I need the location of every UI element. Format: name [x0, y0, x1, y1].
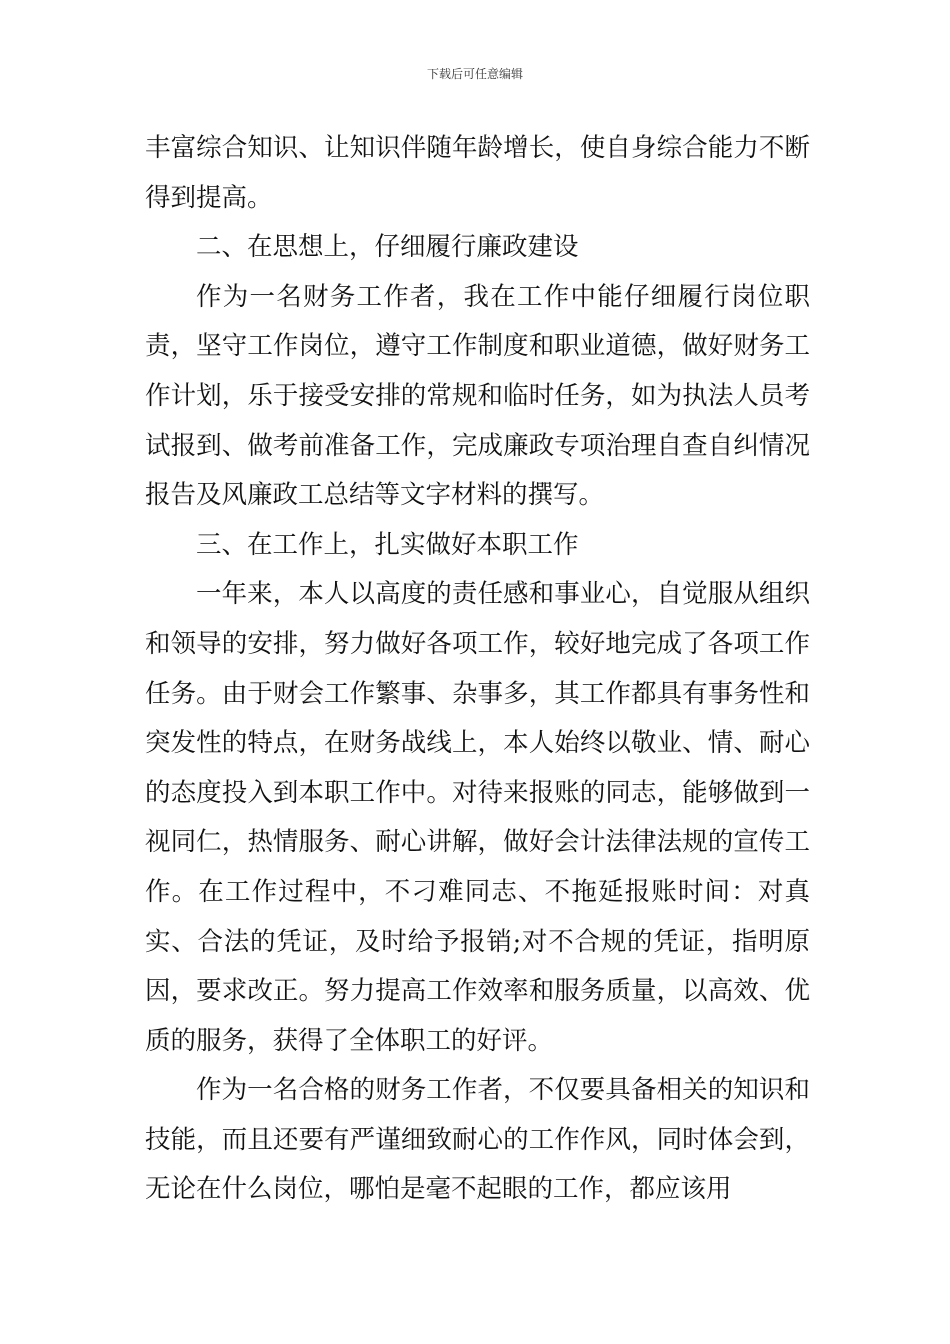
document-body [145, 124, 810, 1215]
section-heading-3: 三、在工作上，扎实做好本职工作 [196, 529, 579, 560]
paragraph-work-duties: 一年来，本人以高度的责任感和事业心，自觉服从组织和领导的安排，努力做好各项工作，较好地完成了各项工作任务。由于财会工作繁事、杂事多，其工作都具有事务性和突发性的特点，在财务战线上，本人始终以敬业、情、耐心的态度投入到本职工作中。对待来报账的同志，能够做到一视同仁，热情服务、耐心讲解，做好会计法律法规的宣传工作。在工作过程中，不刁难同志、不拖延报账时间：对真实、合法的凭证，及时给予报销;对不合规的凭证，指明原因，要求改正。努力提高工作效率和服务质量，以高效、优质的服务，获得了全体职工的好评。 [145, 579, 810, 1056]
paragraph-continuation: 丰富综合知识、让知识伴随年龄增长，使自身综合能力不断得到提高。 [145, 133, 810, 213]
section-heading-2: 二、在思想上，仔细履行廉政建设 [196, 232, 579, 263]
paragraph-integrity: 作为一名财务工作者，我在工作中能仔细履行岗位职责，坚守工作岗位，遵守工作制度和职业道德，做好财务工作计划，乐于接受安排的常规和临时任务，如为执法人员考试报到、做考前准备工作，完成廉政专项治理自查自纠情况报告及风廉政工总结等文字材料的撰写。 [145, 281, 810, 511]
paragraph-qualified-worker: 作为一名合格的财务工作者，不仅要具备相关的知识和技能，而且还要有严谨细致耐心的工作作风，同时体会到，无论在什么岗位，哪怕是毫不起眼的工作，都应该用 [145, 1075, 810, 1205]
page-header: 下载后可任意编辑 [426, 67, 523, 81]
